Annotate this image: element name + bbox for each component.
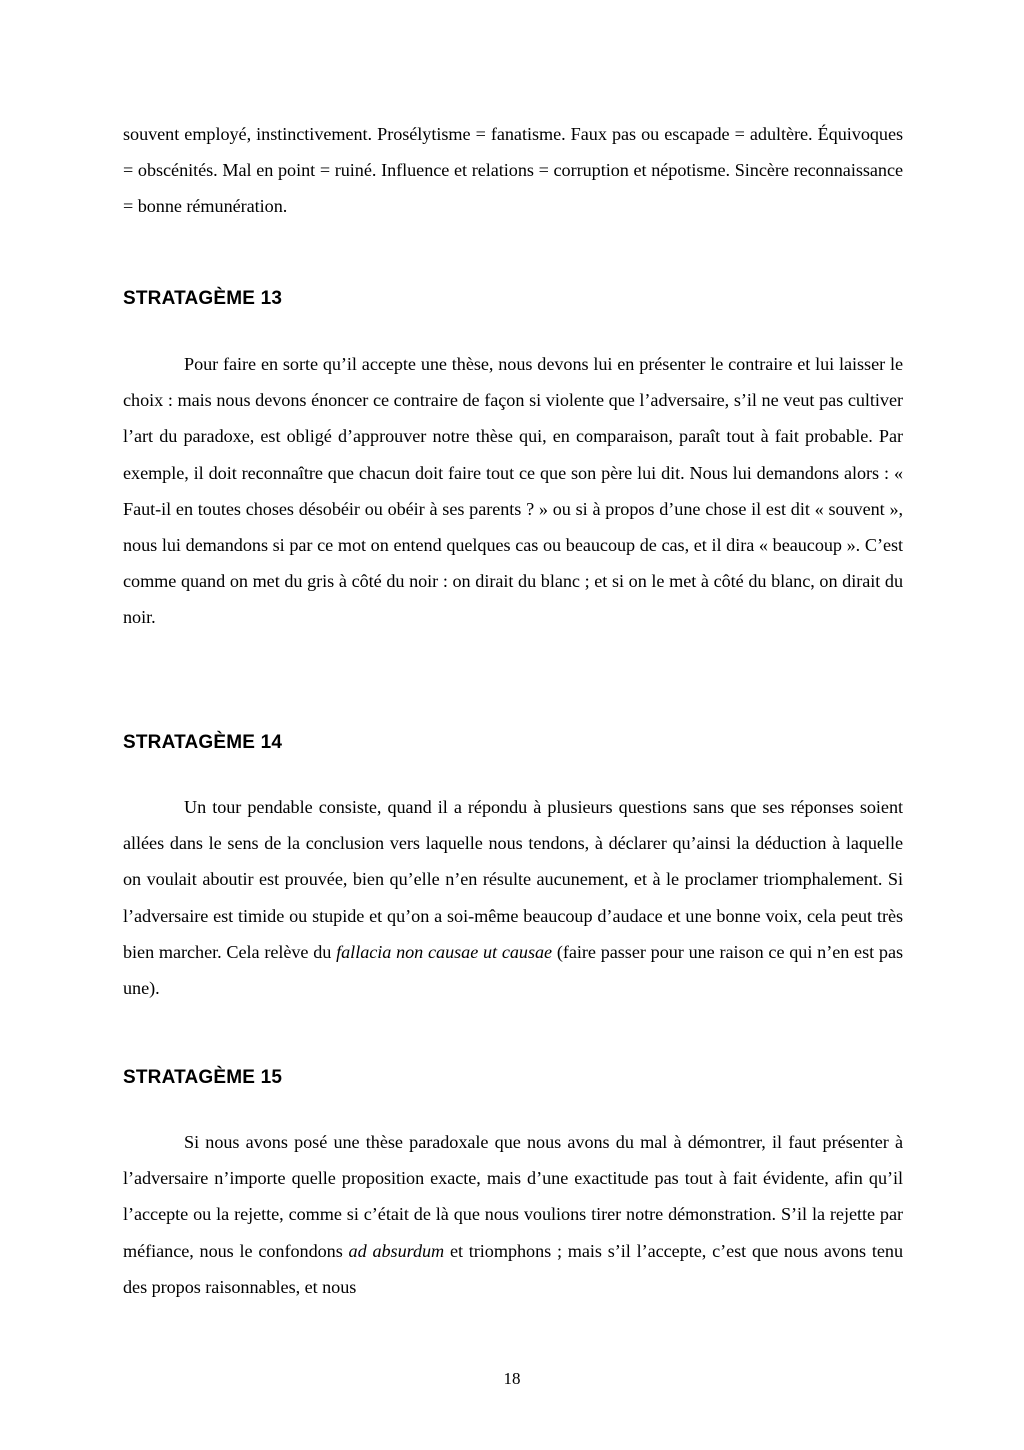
section-15-text-start: Si nous avons posé une thèse paradoxale que nous avons du mal à démontrer, il faut présenter à l’adversaire n’importe quelle proposition exacte, mais d’une exactitude pas tout à fait évidente, afin qu’il l’accepte ou la rejette, comme si c’était de là que nous voulions tirer notre démonstration. S’il la rejette par méfiance, nous le confondons xyxy=(123,1132,903,1261)
section-heading-14: STRATAGÈME 14 xyxy=(123,732,283,753)
section-15-text xyxy=(123,1124,903,1305)
intro-paragraph xyxy=(123,116,903,225)
section-14-paragraph xyxy=(123,789,903,1006)
section-13-text: Pour faire en sorte qu’il accepte une thèse, nous devons lui en présenter le contraire et lui laisser le choix : mais nous devons énoncer ce contraire de façon si violente que l’adversaire, s’il ne veut pas cultiver l’art du paradoxe, est obligé d’approuver notre thèse qui, en comparaison, paraît tout à fait probable. Par exemple, il doit reconnaître que chacun doit faire tout ce que son père lui dit. Nous lui demandons alors : « Faut-il en toutes choses désobéir ou obéir à ses parents ? » ou si à propos d’une chose il est dit « souvent », nous lui demandons si par ce mot on entend quelques cas ou beaucoup de cas, et il dira « beaucoup ». C’est comme quand on met du gris à côté du noir : on dirait du blanc ; et si on le met à côté du blanc, on dirait du noir. xyxy=(123,354,903,628)
section-14-text-start: Un tour pendable consiste, quand il a répondu à plusieurs questions sans que ses réponses soient allées dans le sens de la conclusion vers laquelle nous tendons, à déclarer qu’ainsi la déduction à laquelle on voulait aboutir est prouvée, bien qu’elle n’en résulte aucunement, et à le proclamer triomphalement. Si l’adversaire est timide ou stupide et qu’on a soi-même beaucoup d’audace et une bonne voix, cela peut très bien marcher. Cela relève du xyxy=(123,797,903,962)
section-heading-13: STRATAGÈME 13 xyxy=(123,288,283,309)
section-14-text xyxy=(123,789,903,1006)
section-heading-15: STRATAGÈME 15 xyxy=(123,1067,283,1088)
section-15-text-end: et triomphons ; mais s’il l’accepte, c’est que nous avons tenu des propos raisonnables, et nous xyxy=(123,1240,903,1297)
section-14-latin-phrase: fallacia non causae ut causae xyxy=(336,941,553,962)
section-15-latin-phrase: ad absurdum xyxy=(348,1240,445,1261)
section-14-text-end: (faire passer pour une raison ce qui n’en est pas une). xyxy=(123,941,903,999)
section-15-paragraph xyxy=(123,1124,903,1305)
page-number: 18 xyxy=(503,1369,521,1388)
intro-text: souvent employé, instinctivement. Prosélytisme = fanatisme. Faux pas ou escapade = adultère. Équivoques = obscénités. Mal en point = ruiné. Influence et relations = corruption et népotisme. Sincère reconnaissance = bonne rémunération. xyxy=(123,124,903,217)
section-13-paragraph xyxy=(123,346,903,636)
